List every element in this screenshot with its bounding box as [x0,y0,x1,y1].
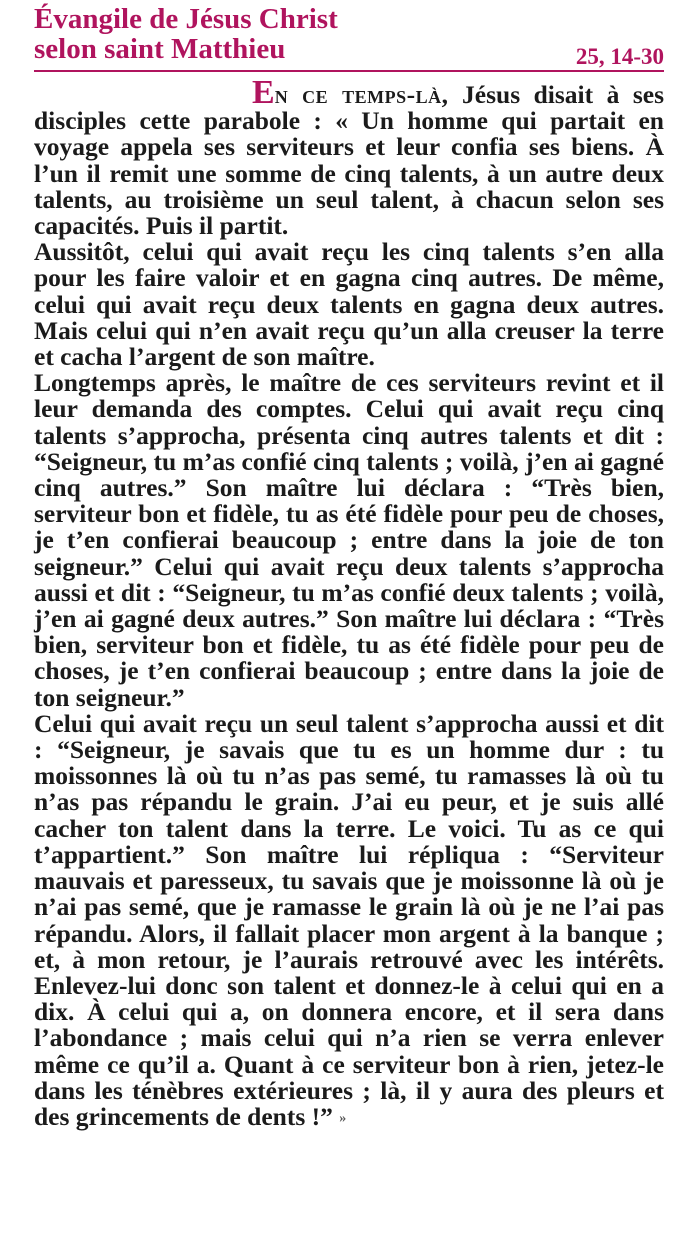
gospel-title-line-2: selon saint Matthieu [34,33,286,65]
final-paragraph [34,708,664,1132]
opening-smallcaps: n ce temps-là, [274,80,449,109]
gospel-header [34,4,664,70]
paragraph: Aussitôt, celui qui avait reçu les cinq talents s’en alla pour les faire valoir et en gagna cinq autres. De même, celui qui avait reçu deux talents en gagna deux autres. Mais celui qui n’en avait reçu qu’un alla creuser la terre et cacha l’argent de son maître. [34,237,664,372]
gospel-page [34,4,664,1132]
closing-quote-mark: » [339,1110,347,1126]
paragraph: Longtemps après, le maître de ces serviteurs revint et il leur demanda des comptes. Celui qui avait reçu cinq talents s’approcha, présenta cinq autres talents et dit : “Seigneur, tu m’as confié cinq talents ; voilà, j’en ai gagné cinq autres.” Son maître lui déclara : “Très bien, serviteur bon et fidèle, tu as été fidèle pour peu de choses, je t’en confierai beaucoup ; entre dans la joie de ton seigneur.” Celui qui avait reçu deux talents s’approcha aussi et dit : “Seigneur, tu m’as confié deux talents ; voilà, j’en ai gagné deux autres.” Son maître lui déclara : “Très bien, serviteur bon et fidèle, tu as été fidèle pour peu de choses, je t’en confierai beaucoup ; entre dans la joie de ton seigneur.” [34,368,664,712]
final-paragraph-text: Celui qui avait reçu un seul talent s’approcha aussi et dit : “Seigneur, je savais que tu es un homme dur : tu moissonnes là où tu n’as pas semé, tu ramasses là où tu n’as pas répandu le grain. J’ai eu peur, et je suis allé cacher ton talent dans la terre. Le voici. Tu as ce qui t’appartient.” Son maître lui répliqua : “Serviteur mauvais et paresseux, tu savais que je moissonne là où je n’ai pas semé, que je ramasse le grain là où je ne l’ai pas répandu. Alors, il fallait placer mon argent à la banque ; et, à mon retour, je l’aurais retrouvé avec les intérêts. Enlevez-lui donc son talent et donnez-le à celui qui en a dix. À celui qui a, on donnera encore, et il sera dans l’abondance ; mais celui qui n’a rien se verra enlever même ce qu’il a. Quant à ce serviteur bon à rien, jetez-le dans les ténèbres extérieures ; là, il y aura des pleurs et des grincements de dents !” [34,708,664,1131]
opening-text: Jésus disait à ses disciples cette parabole : « Un homme qui partait en voyage appela ses serviteurs et leur confia ses biens. À l’un il remit une somme de cinq talents, à un autre deux talents, au troisième un seul talent, à chacun selon ses capacités. Puis il partit. [34,80,665,241]
drop-letter: E [252,74,275,111]
gospel-text [34,74,665,1132]
header-divider [34,70,664,72]
opening-paragraph [34,74,665,241]
scripture-reference: 25, 14-30 [575,44,664,69]
gospel-title-line-1: Évangile de Jésus Christ [34,3,338,35]
